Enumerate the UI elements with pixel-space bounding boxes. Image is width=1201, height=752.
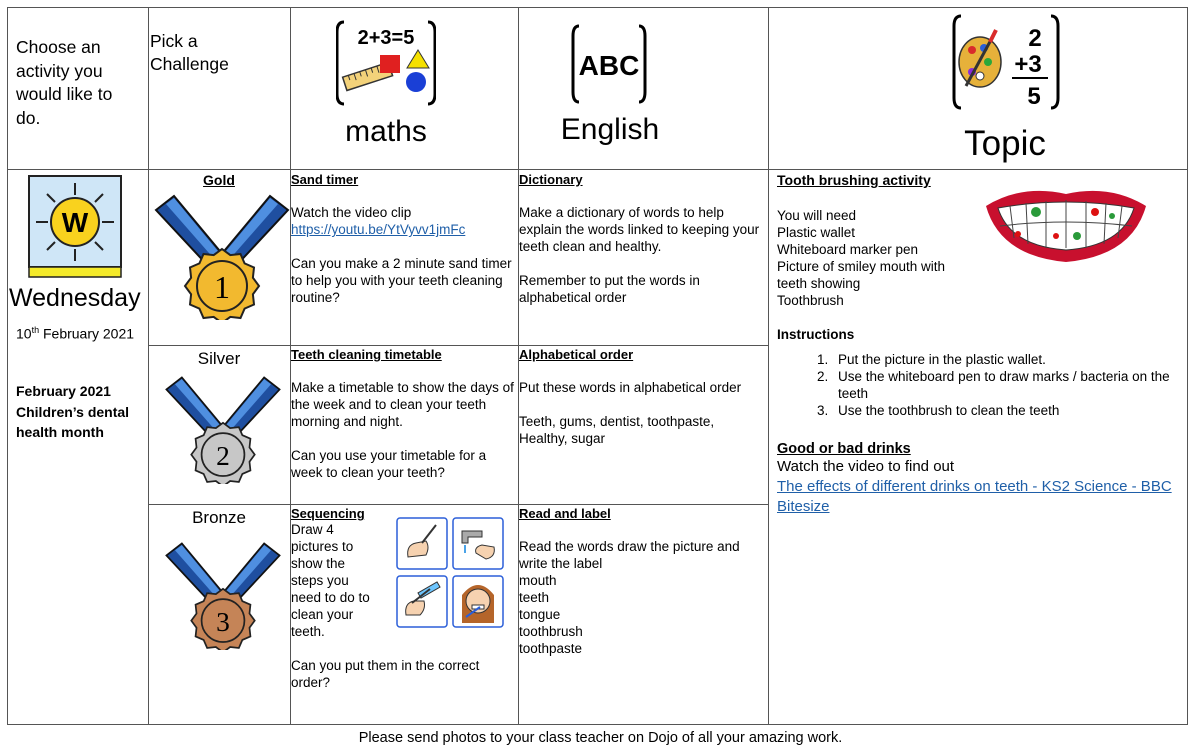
medal-number: 1 xyxy=(214,269,230,305)
read-label-word: tongue xyxy=(519,607,561,622)
read-label-title: Read and label xyxy=(519,506,611,521)
maths-equation: 2+3=5 xyxy=(357,27,415,49)
read-label-word: teeth xyxy=(519,590,550,605)
footer-note: Please send photos to your class teacher on Dojo of all your amazing work. xyxy=(358,730,843,746)
topic-number-2: +3 xyxy=(1014,51,1042,78)
maths-gold-cell xyxy=(291,172,516,306)
alphabetical-words: Teeth, gums, dentist, toothpaste, Healthy, sugar xyxy=(519,414,715,446)
instruction-step: 1. Put the picture in the plastic wallet. xyxy=(832,351,1182,368)
drinks-link[interactable]: The effects of different drinks on teeth - KS2 Science - BBC Bitesize xyxy=(777,478,1172,515)
timetable-line1: Make a timetable to show the days of the week and to clean your teeth morning and night. xyxy=(291,380,514,429)
bronze-medal-icon xyxy=(163,538,283,655)
date-text: 10th February 2021 xyxy=(16,325,135,342)
day-letter: W xyxy=(61,207,89,238)
silver-medal-icon xyxy=(163,372,283,489)
english-symbol-icon xyxy=(571,24,647,104)
instruction-step: 2. Use the whiteboard pen to draw marks / bacteria on the teeth xyxy=(832,368,1182,402)
gold-medal-icon xyxy=(152,190,292,325)
sand-timer-line1: Watch the video clip xyxy=(291,205,412,220)
sequencing-line1: Draw 4 pictures to show the steps you need to do to clean your teeth. xyxy=(291,522,370,639)
subject-english: English xyxy=(560,113,660,146)
read-label-word: toothbrush xyxy=(519,624,583,639)
level-gold-label: Gold xyxy=(203,172,235,188)
maths-silver-cell xyxy=(291,347,516,481)
subject-maths: maths xyxy=(345,115,427,148)
need-item: Whiteboard marker pen xyxy=(777,242,919,257)
english-bronze-cell xyxy=(519,506,754,657)
alphabetical-line1: Put these words in alphabetical order xyxy=(519,380,742,395)
timetable-title: Teeth cleaning timetable xyxy=(291,347,442,362)
instruction-step: 3. Use the toothbrush to clean the teeth xyxy=(832,402,1182,419)
english-silver-cell xyxy=(519,347,754,447)
english-letters: ABC xyxy=(578,50,640,81)
girl-brushing-icon xyxy=(462,585,494,623)
english-gold-cell xyxy=(519,172,764,306)
wednesday-sun-icon xyxy=(28,175,122,278)
dental-health-month: February 2021 Children’s dental health month xyxy=(16,383,130,440)
dictionary-line1: Make a dictionary of words to help explain the words linked to keeping your teeth clean and healthy. xyxy=(519,205,760,254)
subject-topic: Topic xyxy=(964,124,1046,163)
level-silver-label: Silver xyxy=(197,349,241,368)
dictionary-title: Dictionary xyxy=(519,172,583,187)
instructions-list xyxy=(777,351,1182,419)
choose-activity-text: Choose an activity you would like to do. xyxy=(16,37,113,128)
sand-timer-link[interactable]: https://youtu.be/YtVyvv1jmFc xyxy=(291,222,466,237)
tooth-brushing-steps-pictures xyxy=(396,517,506,629)
instructions-label: Instructions xyxy=(777,327,855,342)
dictionary-line2: Remember to put the words in alphabetical order xyxy=(519,273,700,305)
medal-number: 3 xyxy=(216,606,230,637)
pick-challenge-text: Pick a Challenge xyxy=(150,31,229,74)
read-label-word: mouth xyxy=(519,573,557,588)
maths-symbol-icon xyxy=(336,20,436,106)
day-name: Wednesday xyxy=(9,284,141,312)
topic-number-1: 2 xyxy=(1028,25,1042,52)
alphabetical-title: Alphabetical order xyxy=(519,347,634,362)
timetable-line2: Can you use your timetable for a week to clean your teeth? xyxy=(291,448,487,480)
drinks-text: Watch the video to find out xyxy=(777,458,955,475)
dirty-teeth-mouth-icon xyxy=(982,182,1150,264)
topic-symbol-icon xyxy=(952,14,1060,110)
drinks-title: Good or bad drinks xyxy=(777,441,911,457)
tooth-brushing-title: Tooth brushing activity xyxy=(777,172,931,188)
read-label-line1: Read the words draw the picture and write the label xyxy=(519,539,740,571)
need-item: Picture of smiley mouth with teeth showing xyxy=(777,259,946,291)
level-bronze-label: Bronze xyxy=(192,508,246,527)
need-item: Toothbrush xyxy=(777,293,844,308)
need-label: You will need xyxy=(777,208,857,223)
sand-timer-line2: Can you make a 2 minute sand timer to help you with your teeth cleaning routine? xyxy=(291,256,512,305)
sand-timer-title: Sand timer xyxy=(291,172,359,187)
read-label-word: toothpaste xyxy=(519,641,583,656)
topic-number-3: 5 xyxy=(1027,83,1041,110)
medal-number: 2 xyxy=(216,440,230,471)
sequencing-line2: Can you put them in the correct order? xyxy=(291,658,480,690)
sequencing-title: Sequencing xyxy=(291,506,365,521)
need-item: Plastic wallet xyxy=(777,225,856,240)
